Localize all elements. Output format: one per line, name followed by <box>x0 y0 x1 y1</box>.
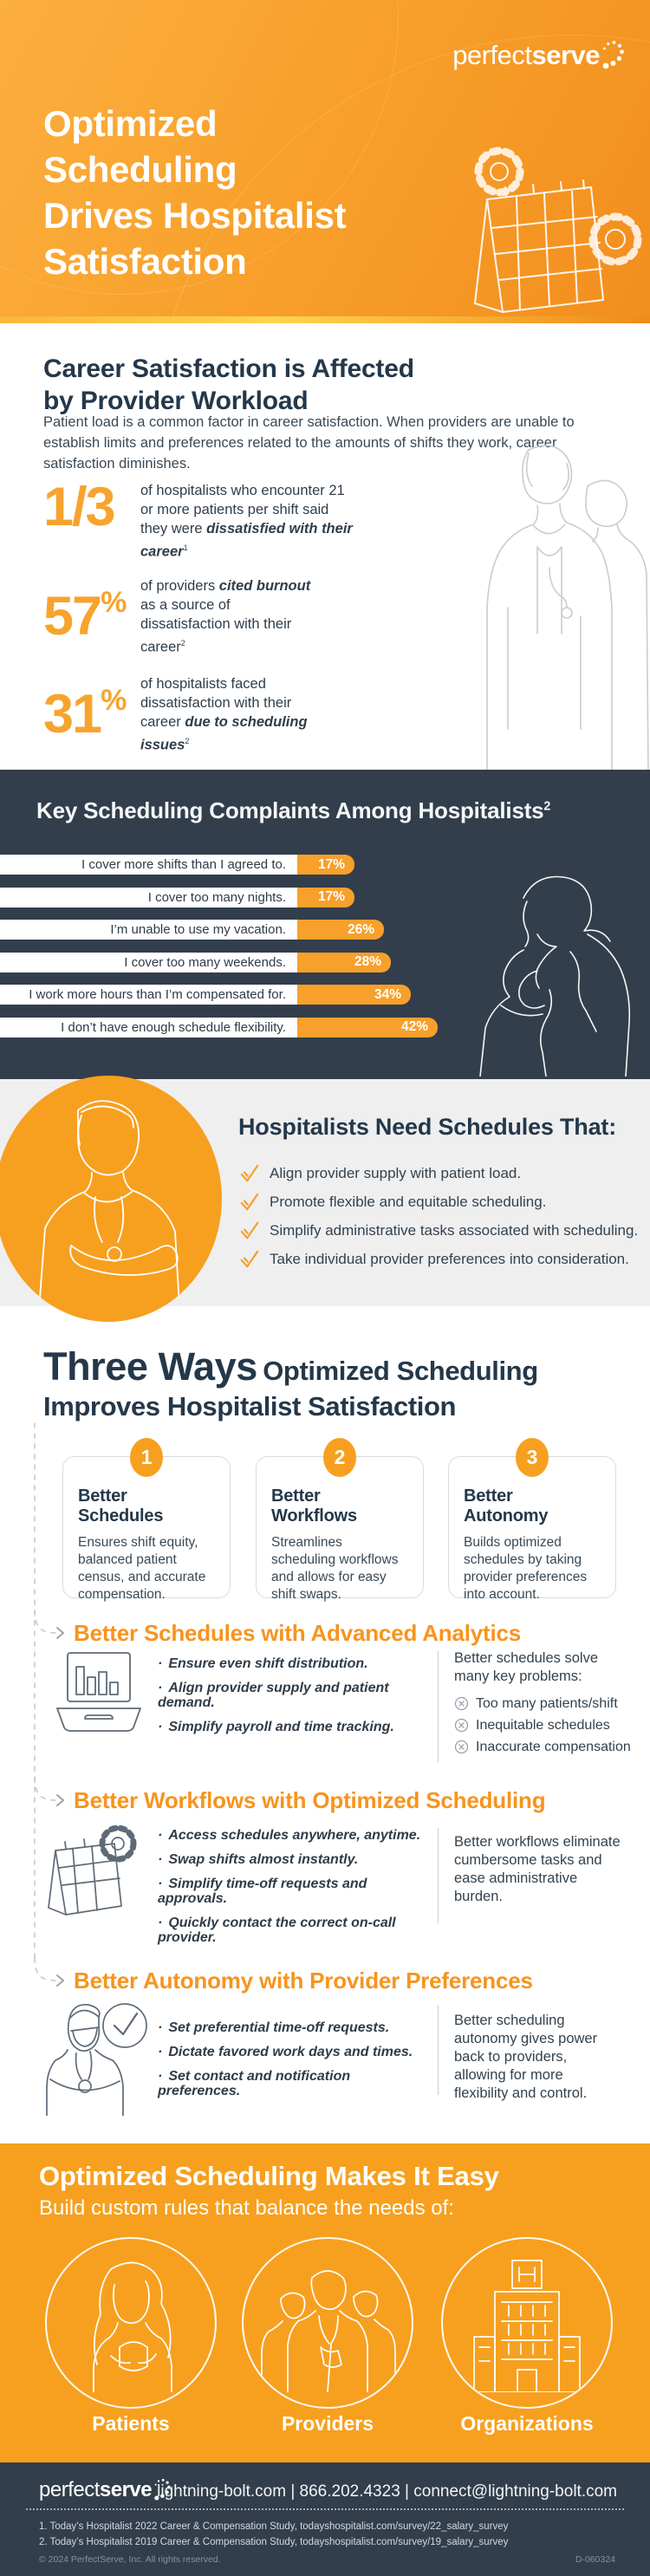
divider <box>438 2005 439 2095</box>
three-ways-section <box>0 1306 650 2143</box>
stat-value <box>43 477 139 562</box>
subsection-aside <box>454 2012 619 2103</box>
stat-text: of hospitalists who encounter 21 or more patients per shift said they were dissatisfied with their career$^1$ <box>140 483 353 560</box>
stat-row <box>43 477 359 562</box>
check-icon <box>239 1164 260 1183</box>
subsection-bullet: · Quickly contact the correct on-call provider. <box>158 1916 435 1945</box>
easy-subheading: Build custom rules that balance the needs of: <box>39 2196 454 2220</box>
check-icon <box>239 1250 262 1269</box>
check-icon <box>239 1193 262 1212</box>
header-section <box>0 0 650 323</box>
stat-number: 1/3 <box>43 477 114 537</box>
check-icon <box>239 1221 260 1240</box>
aside-problem-label: Inaccurate compensation <box>476 1740 631 1754</box>
subsection-bullets <box>158 1656 435 1744</box>
three-ways-heading-big: Three Ways <box>43 1344 257 1389</box>
bar-segment <box>297 855 354 875</box>
bar-segment <box>297 920 384 940</box>
checklist-item <box>239 1216 638 1245</box>
subsection-bullet: · Dictate favored work days and times. <box>158 2045 435 2059</box>
checklist-item-label: Promote flexible and equitable scheduling. <box>270 1193 547 1210</box>
subsection-heading: Better Workflows with Optimized Scheduling <box>74 1787 546 1813</box>
card-number-badge: 2 <box>323 1438 356 1477</box>
subsection-aside <box>454 1833 621 1906</box>
circle-label: Patients <box>92 2412 170 2435</box>
card-number-badge: 1 <box>130 1438 163 1477</box>
organizations-circle <box>441 2237 613 2409</box>
title-line: Scheduling <box>43 149 237 190</box>
checklist-item <box>239 1159 638 1187</box>
career-heading-line: Career Satisfaction is Affected <box>43 355 414 383</box>
problem-x-icon <box>454 1696 469 1711</box>
logo-text-light: perfect <box>39 2478 100 2501</box>
bar-category-label: I cover more shifts than I agreed to. <box>0 855 297 875</box>
aside-problem-label: Too many patients/shift <box>476 1696 618 1711</box>
title-line: Satisfaction <box>43 241 247 282</box>
subsection-bullet: · Set preferential time-off requests. <box>158 2020 435 2035</box>
subsection-aside <box>454 1649 632 1761</box>
subsection-bullet: · Align provider supply and patient demand. <box>158 1681 435 1710</box>
bar-segment <box>297 1018 438 1038</box>
complaints-heading <box>36 797 550 824</box>
card-title: Better Schedules <box>78 1486 164 1525</box>
aside-intro: Better schedules solve many key problems: <box>454 1650 599 1684</box>
checklist-item-label: Take individual provider preferences into consideration. <box>270 1250 629 1267</box>
problem-x-icon <box>454 1696 469 1711</box>
aside-problem-item <box>454 1718 632 1733</box>
problem-x-icon <box>454 1740 469 1754</box>
circle-label: Organizations <box>460 2412 594 2435</box>
bar-category-label: I work more hours than I’m compensated for. <box>0 985 297 1005</box>
easy-heading: Optimized Scheduling Makes It Easy <box>39 2161 499 2191</box>
divider <box>438 1651 439 1762</box>
subsection-bullet: · Access schedules anywhere, anytime. <box>158 1828 435 1843</box>
perfectserve-logo <box>39 2478 173 2502</box>
checklist-item <box>239 1187 638 1216</box>
subsection-bullets <box>158 2020 435 2108</box>
stressed-doctor-illustration <box>440 867 647 1077</box>
document-code: D-060324 <box>575 2554 615 2565</box>
stat-value <box>43 674 139 755</box>
title-line: Drives Hospitalist <box>43 195 347 236</box>
problem-x-icon <box>454 1740 469 1754</box>
footer-dotted-divider <box>26 2508 624 2510</box>
complaints-section <box>0 770 650 1079</box>
bar-value-label: 17% <box>317 856 345 872</box>
checklist-item <box>239 1245 638 1273</box>
check-icon <box>239 1250 260 1269</box>
copyright-text: © 2024 PerfectServe, Inc. All rights reserved. <box>39 2554 221 2565</box>
divider <box>438 1828 439 1923</box>
bar-category-label: I don’t have enough schedule flexibility. <box>0 1018 297 1038</box>
bar-value-label: 42% <box>400 1019 428 1034</box>
subsection-heading: Better Autonomy with Provider Preferences <box>74 1968 533 1994</box>
career-heading <box>43 353 414 417</box>
stat-number: 31 <box>43 684 101 745</box>
stat-text: of hospitalists faced dissatisfaction with their career due to scheduling issues$^2$ <box>140 676 308 753</box>
complaints-heading-superscript: 2 <box>543 799 551 814</box>
title-line: Optimized <box>43 103 218 144</box>
bar-segment <box>297 953 391 973</box>
subsection-bullet: · Swap shifts almost instantly. <box>158 1852 435 1867</box>
benefit-card <box>448 1446 616 1602</box>
provider-check-icon <box>45 1996 151 2116</box>
subsection-bullet: · Ensure even shift distribution. <box>158 1656 435 1671</box>
percent-sign: % <box>101 586 127 619</box>
providers-icon <box>258 2254 397 2392</box>
card-title: Better Workflows <box>271 1486 357 1525</box>
bar-value-label: 28% <box>354 954 381 969</box>
three-ways-heading-rest: Optimized Scheduling <box>263 1356 538 1386</box>
subsection-heading: Better Schedules with Advanced Analytics <box>74 1620 521 1646</box>
footnotes <box>39 2520 508 2550</box>
check-icon <box>239 1193 260 1212</box>
bar-segment <box>297 985 411 1005</box>
circle-label: Providers <box>281 2412 374 2435</box>
bar-segment <box>297 888 354 907</box>
percent-sign: % <box>101 684 127 717</box>
card-body: Streamlines scheduling workflows and allows for easy shift swaps. <box>271 1535 399 1602</box>
aside-problem-item <box>454 1696 632 1711</box>
bar-category-label: I’m unable to use my vacation. <box>0 920 297 940</box>
aside-problem-label: Inequitable schedules <box>476 1718 610 1733</box>
stat-value <box>43 576 139 657</box>
laptop-analytics-icon <box>50 1651 147 1733</box>
needs-checklist <box>239 1159 638 1273</box>
aside-text: Better workflows eliminate cumbersome tasks and ease administrative burden. <box>454 1834 621 1904</box>
career-heading-line: by Provider Workload <box>43 387 309 415</box>
benefit-card <box>256 1446 424 1602</box>
aside-problem-item <box>454 1740 632 1754</box>
logo-dot-swirl-icon <box>601 40 627 69</box>
subsection-bullet: · Set contact and notification preferences. <box>158 2069 435 2098</box>
three-ways-heading <box>43 1344 538 1422</box>
subsection-bullet: · Simplify payroll and time tracking. <box>158 1720 435 1734</box>
complaints-heading-text: Key Scheduling Complaints Among Hospitalists <box>36 797 544 823</box>
providers-circle <box>242 2237 413 2409</box>
problem-x-icon <box>454 1718 469 1733</box>
subsection-bullet: · Simplify time-off requests and approvals. <box>158 1877 435 1906</box>
card-number-badge: 3 <box>516 1438 549 1477</box>
patients-circle <box>45 2237 217 2409</box>
footnote: 2. Today’s Hospitalist 2019 Career & Compensation Study, todayshospitalist.com/survey/19_salary_survey <box>39 2536 509 2547</box>
needs-section <box>0 1079 650 1306</box>
benefit-card <box>62 1446 231 1602</box>
header-accent-strip <box>0 316 650 323</box>
hospital-icon <box>462 2254 592 2392</box>
career-satisfaction-section <box>0 323 650 770</box>
check-icon <box>239 1221 262 1240</box>
logo-text-bold: serve <box>99 2478 153 2501</box>
stat-row <box>43 576 318 657</box>
logo-text-bold: serve <box>531 40 600 70</box>
footer-contact: lightning-bolt.com | 866.202.4323 | connect@lightning-bolt.com <box>157 2482 617 2501</box>
aside-text: Better scheduling autonomy gives power back to providers, allowing for more flexibility and control. <box>454 2013 598 2101</box>
career-body-text: Patient load is a common factor in career satisfaction. When providers are unable to establish limits and preferences related to the amounts of shifts they work, career satisfaction diminishes. <box>43 414 575 472</box>
calendar-gear-icon <box>43 1821 146 1927</box>
clinicians-illustration <box>477 434 650 772</box>
bar-category-label: I cover too many weekends. <box>0 953 297 973</box>
check-icon <box>239 1164 262 1183</box>
three-ways-heading-line2: Improves Hospitalist Satisfaction <box>43 1391 457 1421</box>
bar-value-label: 17% <box>317 889 345 904</box>
checklist-item-label: Align provider supply with patient load. <box>270 1164 522 1181</box>
bar-value-label: 26% <box>347 921 374 937</box>
subsection-bullets <box>158 1828 435 1955</box>
checklist-item-label: Simplify administrative tasks associated with scheduling. <box>270 1221 639 1239</box>
easy-section <box>0 2143 650 2462</box>
footer-section <box>0 2462 650 2576</box>
stat-row <box>43 674 327 755</box>
stat-text: of providers cited burnout as a source of dissatisfaction with their career$^2$ <box>140 578 311 655</box>
card-title: Better Autonomy <box>464 1486 549 1525</box>
card-body: Ensures shift equity, balanced patient census, and accurate compensation. <box>78 1535 206 1602</box>
problem-x-icon <box>454 1718 469 1733</box>
card-body: Builds optimized schedules by taking provider preferences into account. <box>464 1535 588 1602</box>
footnote: 1. Today’s Hospitalist 2022 Career & Compensation Study, todayshospitalist.com/survey/22_salary_survey <box>39 2521 509 2532</box>
calendar-gears-illustration <box>454 146 643 319</box>
doctor-circle-illustration <box>0 1076 222 1322</box>
page-title <box>43 101 346 284</box>
perfectserve-logo <box>452 40 627 71</box>
needs-heading: Hospitalists Need Schedules That: <box>238 1114 616 1140</box>
patient-icon <box>66 2254 196 2392</box>
bar-category-label: I cover too many nights. <box>0 888 297 907</box>
bar-value-label: 34% <box>374 986 401 1002</box>
logo-text-light: perfect <box>452 40 532 70</box>
stat-number: 57 <box>43 586 101 647</box>
